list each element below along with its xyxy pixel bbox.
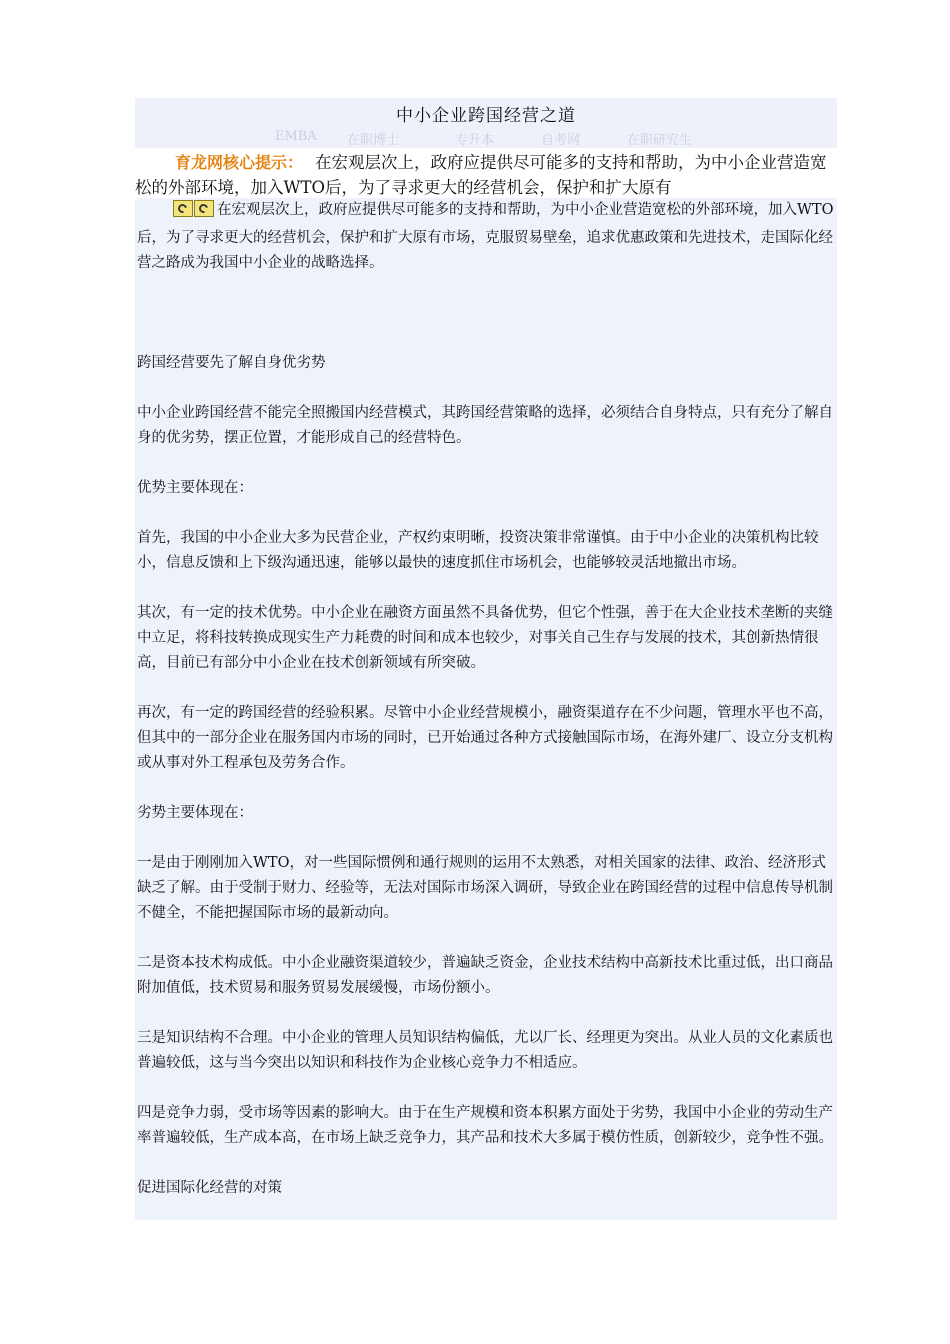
article-title: 中小企业跨国经营之道 [396,106,576,126]
section-heading: 促进国际化经营的对策 [137,1180,282,1196]
subheading-weaknesses: 劣势主要体现在： [137,805,253,821]
nav-link-self-study[interactable]: 自考网 [541,133,581,148]
paragraph-text: 在宏观层次上，政府应提供尽可能多的支持和帮助，为中小企业营造宽松的外部环境，加入WTO后，为了寻求更大的经营机会，保护和扩大原有市场，克服贸易壁垒，追求优惠政策和先进技术，走国际化经营之路成为我国中小企业的战略选择。 [137,202,834,271]
lead-icons [173,200,215,226]
paragraph: 四是竞争力弱，受市场等因素的影响大。由于在生产规模和资本积累方面处于劣势，我国中小企业的劳动生产率普遍较低，生产成本高，在市场上缺乏竞争力，其产品和技术大多属于模仿性质，创新较少，竞争性不强。 [137,1105,833,1146]
paragraph: 三是知识结构不合理。中小企业的管理人员知识结构偏低，尤以厂长、经理更为突出。从业人员的文化素质也普遍较低，这与当今突出以知识和科技作为企业核心竞争力不相适应。 [137,1030,833,1071]
article-header [135,98,837,148]
paragraph: 二是资本技术构成低。中小企业融资渠道较少，普遍缺乏资金，企业技术结构中高新技术比重过低，出口商品附加值低，技术贸易和服务贸易发展缓慢，市场份额小。 [137,955,833,996]
nav-links [135,129,837,147]
paragraph: 其次，有一定的技术优势。中小企业在融资方面虽然不具备优势，但它个性强，善于在大企业技术垄断的夹缝中立足，将科技转换成现实生产力耗费的时间和成本也较少，对事关自己生存与发展的技术，其创新热情很高，目前已有部分中小企业在技术创新领域有所突破。 [137,605,833,671]
summary-label: 育龙网核心提示： [175,153,304,172]
paragraph: 首先，我国的中小企业大多为民营企业，产权约束明晰，投资决策非常谨慎。由于中小企业的决策机构比较小，信息反馈和上下级沟通迅速，能够以最快的速度抓住市场机会，也能够较灵活地撤出市场。 [137,530,819,571]
paragraph: 中小企业跨国经营不能完全照搬国内经营模式，其跨国经营策略的选择，必须结合自身特点，只有充分了解自身的优劣势，摆正位置，才能形成自己的经营特色。 [137,405,833,446]
section-heading: 跨国经营要先了解自身优劣势 [137,355,326,371]
core-summary [135,150,837,200]
nav-link-phd[interactable]: 在职博士 [347,133,400,148]
image-icon [194,200,214,217]
paragraph: 一是由于刚刚加入WTO，对一些国际惯例和通行规则的运用不太熟悉，对相关国家的法律、政治、经济形式缺乏了解。由于受制于财力、经验等，无法对国际市场深入调研，导致企业在跨国经营的过程中信息传导机制不健全，不能把握国际市场的最新动向。 [137,855,833,921]
nav-link-upgrade[interactable]: 专升本 [455,133,495,148]
paragraph-spacer [137,301,837,326]
nav-link-graduate[interactable]: 在职研究生 [627,133,693,148]
image-icon [173,200,193,217]
subheading-strengths: 优势主要体现在： [137,480,253,496]
article-body [137,198,837,1226]
summary-text: 在宏观层次上，政府应提供尽可能多的支持和帮助，为中小企业营造宽松的外部环境，加入WTO后，为了寻求更大的经营机会，保护和扩大原有 [135,153,827,197]
nav-link-emba[interactable]: EMBA [275,129,317,144]
paragraph-intro [137,198,837,276]
paragraph: 再次，有一定的跨国经营的经验积累。尽管中小企业经营规模小，融资渠道存在不少问题，管理水平也不高，但其中的一部分企业在服务国内市场的同时，已开始通过各种方式接触国际市场，在海外建厂、设立分支机构或从事对外工程承包及劳务合作。 [137,705,833,771]
